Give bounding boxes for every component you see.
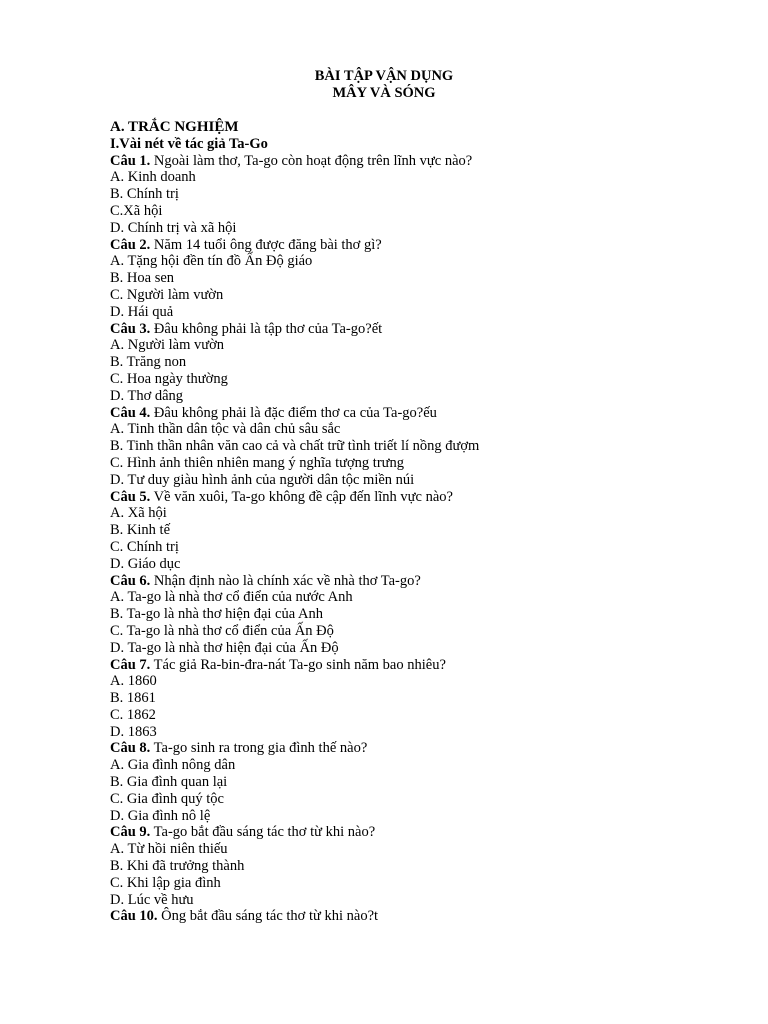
answer-option: A. Ta-go là nhà thơ cổ điển của nước Anh [110, 589, 353, 606]
question-8 [110, 740, 750, 757]
answer-option: B. Kinh tế [110, 522, 171, 539]
question-label: Câu 5. [110, 488, 151, 505]
answer-option: A. Kinh doanh [110, 169, 196, 186]
question-3 [110, 321, 750, 338]
answer-option: A. Gia đình nông dân [110, 757, 236, 774]
question-4 [110, 405, 750, 422]
question-2 [110, 237, 750, 254]
title-line-2: MÂY VÀ SÓNG [332, 85, 436, 101]
answer-option: C. Gia đình quý tộc [110, 790, 224, 807]
answer-option: A. Xã hội [110, 505, 167, 522]
question-text: Ngoài làm thơ, Ta-go còn hoạt động trên lĩnh vực nào? [150, 152, 473, 169]
answer-option: A. 1860 [110, 673, 157, 690]
question-6 [110, 573, 750, 590]
question-10 [110, 908, 750, 925]
answer-option: A. Tặng hội đền tín đồ Ấn Độ giáo [110, 253, 313, 270]
document-title [0, 68, 768, 102]
answer-option: C. 1862 [110, 706, 156, 723]
question-text: Đâu không phải là đặc điểm thơ ca của Ta-go?ếu [150, 404, 437, 421]
question-label: Câu 1. [110, 152, 151, 169]
question-text: Ta-go sinh ra trong gia đình thế nào? [150, 740, 368, 757]
question-1 [110, 153, 750, 170]
question-7 [110, 657, 750, 674]
question-text: Ông bắt đầu sáng tác thơ từ khi nào?t [157, 908, 379, 925]
question-label: Câu 4. [110, 404, 151, 421]
answer-option: B. Khi đã trưởng thành [110, 858, 245, 875]
answer-option: A. Tinh thần dân tộc và dân chủ sâu sắc [110, 421, 341, 438]
question-label: Câu 6. [110, 572, 151, 589]
answer-option: B. Ta-go là nhà thơ hiện đại của Anh [110, 606, 323, 623]
answer-option: D. Lúc về hưu [110, 891, 194, 908]
question-text: Ta-go bắt đầu sáng tác thơ từ khi nào? [150, 824, 376, 841]
answer-option: B. Chính trị [110, 186, 179, 203]
section-heading: A. TRẮC NGHIỆM [110, 119, 239, 135]
answer-option: C.Xã hội [110, 202, 163, 219]
question-text: Tác giả Ra-bin-đra-nát Ta-go sinh năm bao nhiêu? [150, 656, 446, 673]
answer-option: D. Thơ dâng [110, 387, 184, 404]
answer-option: A. Từ hồi niên thiếu [110, 841, 228, 858]
question-5 [110, 489, 750, 506]
question-label: Câu 10. [110, 908, 158, 925]
question-label: Câu 3. [110, 320, 151, 337]
answer-option: B. Hoa sen [110, 270, 175, 287]
answer-option: B. 1861 [110, 690, 156, 707]
answer-option: D. 1863 [110, 723, 157, 740]
question-text: Đâu không phải là tập thơ của Ta-go?ết [150, 320, 383, 337]
question-label: Câu 2. [110, 236, 151, 253]
question-9 [110, 824, 750, 841]
answer-option: D. Giáo dục [110, 555, 181, 572]
subsection-heading: I.Vài nét về tác giả Ta-Go [110, 135, 268, 152]
question-label: Câu 9. [110, 824, 151, 841]
answer-option: C. Người làm vườn [110, 286, 224, 303]
title-line-1: BÀI TẬP VẬN DỤNG [314, 68, 454, 84]
answer-option: D. Gia đình nô lệ [110, 807, 211, 824]
question-text: Về văn xuôi, Ta-go không đề cập đến lĩnh vực nào? [150, 488, 453, 505]
answer-option: D. Hái quả [110, 303, 174, 320]
answer-option: C. Hoa ngày thường [110, 370, 228, 387]
answer-option: C. Khi lập gia đình [110, 874, 221, 891]
question-label: Câu 8. [110, 740, 151, 757]
answer-option: D. Ta-go là nhà thơ hiện đại của Ấn Độ [110, 639, 339, 656]
answer-option: D. Chính trị và xã hội [110, 219, 237, 236]
answer-option: C. Ta-go là nhà thơ cổ điển của Ấn Độ [110, 622, 334, 639]
question-label: Câu 7. [110, 656, 151, 673]
document-body [110, 119, 750, 925]
answer-option: B. Trăng non [110, 354, 187, 371]
question-text: Nhận định nào là chính xác về nhà thơ Ta-go? [150, 572, 421, 589]
answer-option: C. Chính trị [110, 538, 179, 555]
answer-option: B. Tinh thần nhân văn cao cả và chất trữ tình triết lí nồng đượm [110, 438, 480, 455]
answer-option: C. Hình ảnh thiên nhiên mang ý nghĩa tượng trưng [110, 454, 405, 471]
question-text: Năm 14 tuổi ông được đăng bài thơ gì? [150, 236, 382, 253]
answer-option: D. Tư duy giàu hình ảnh của người dân tộc miền núi [110, 471, 415, 488]
answer-option: A. Người làm vườn [110, 337, 225, 354]
answer-option: B. Gia đình quan lại [110, 774, 228, 791]
